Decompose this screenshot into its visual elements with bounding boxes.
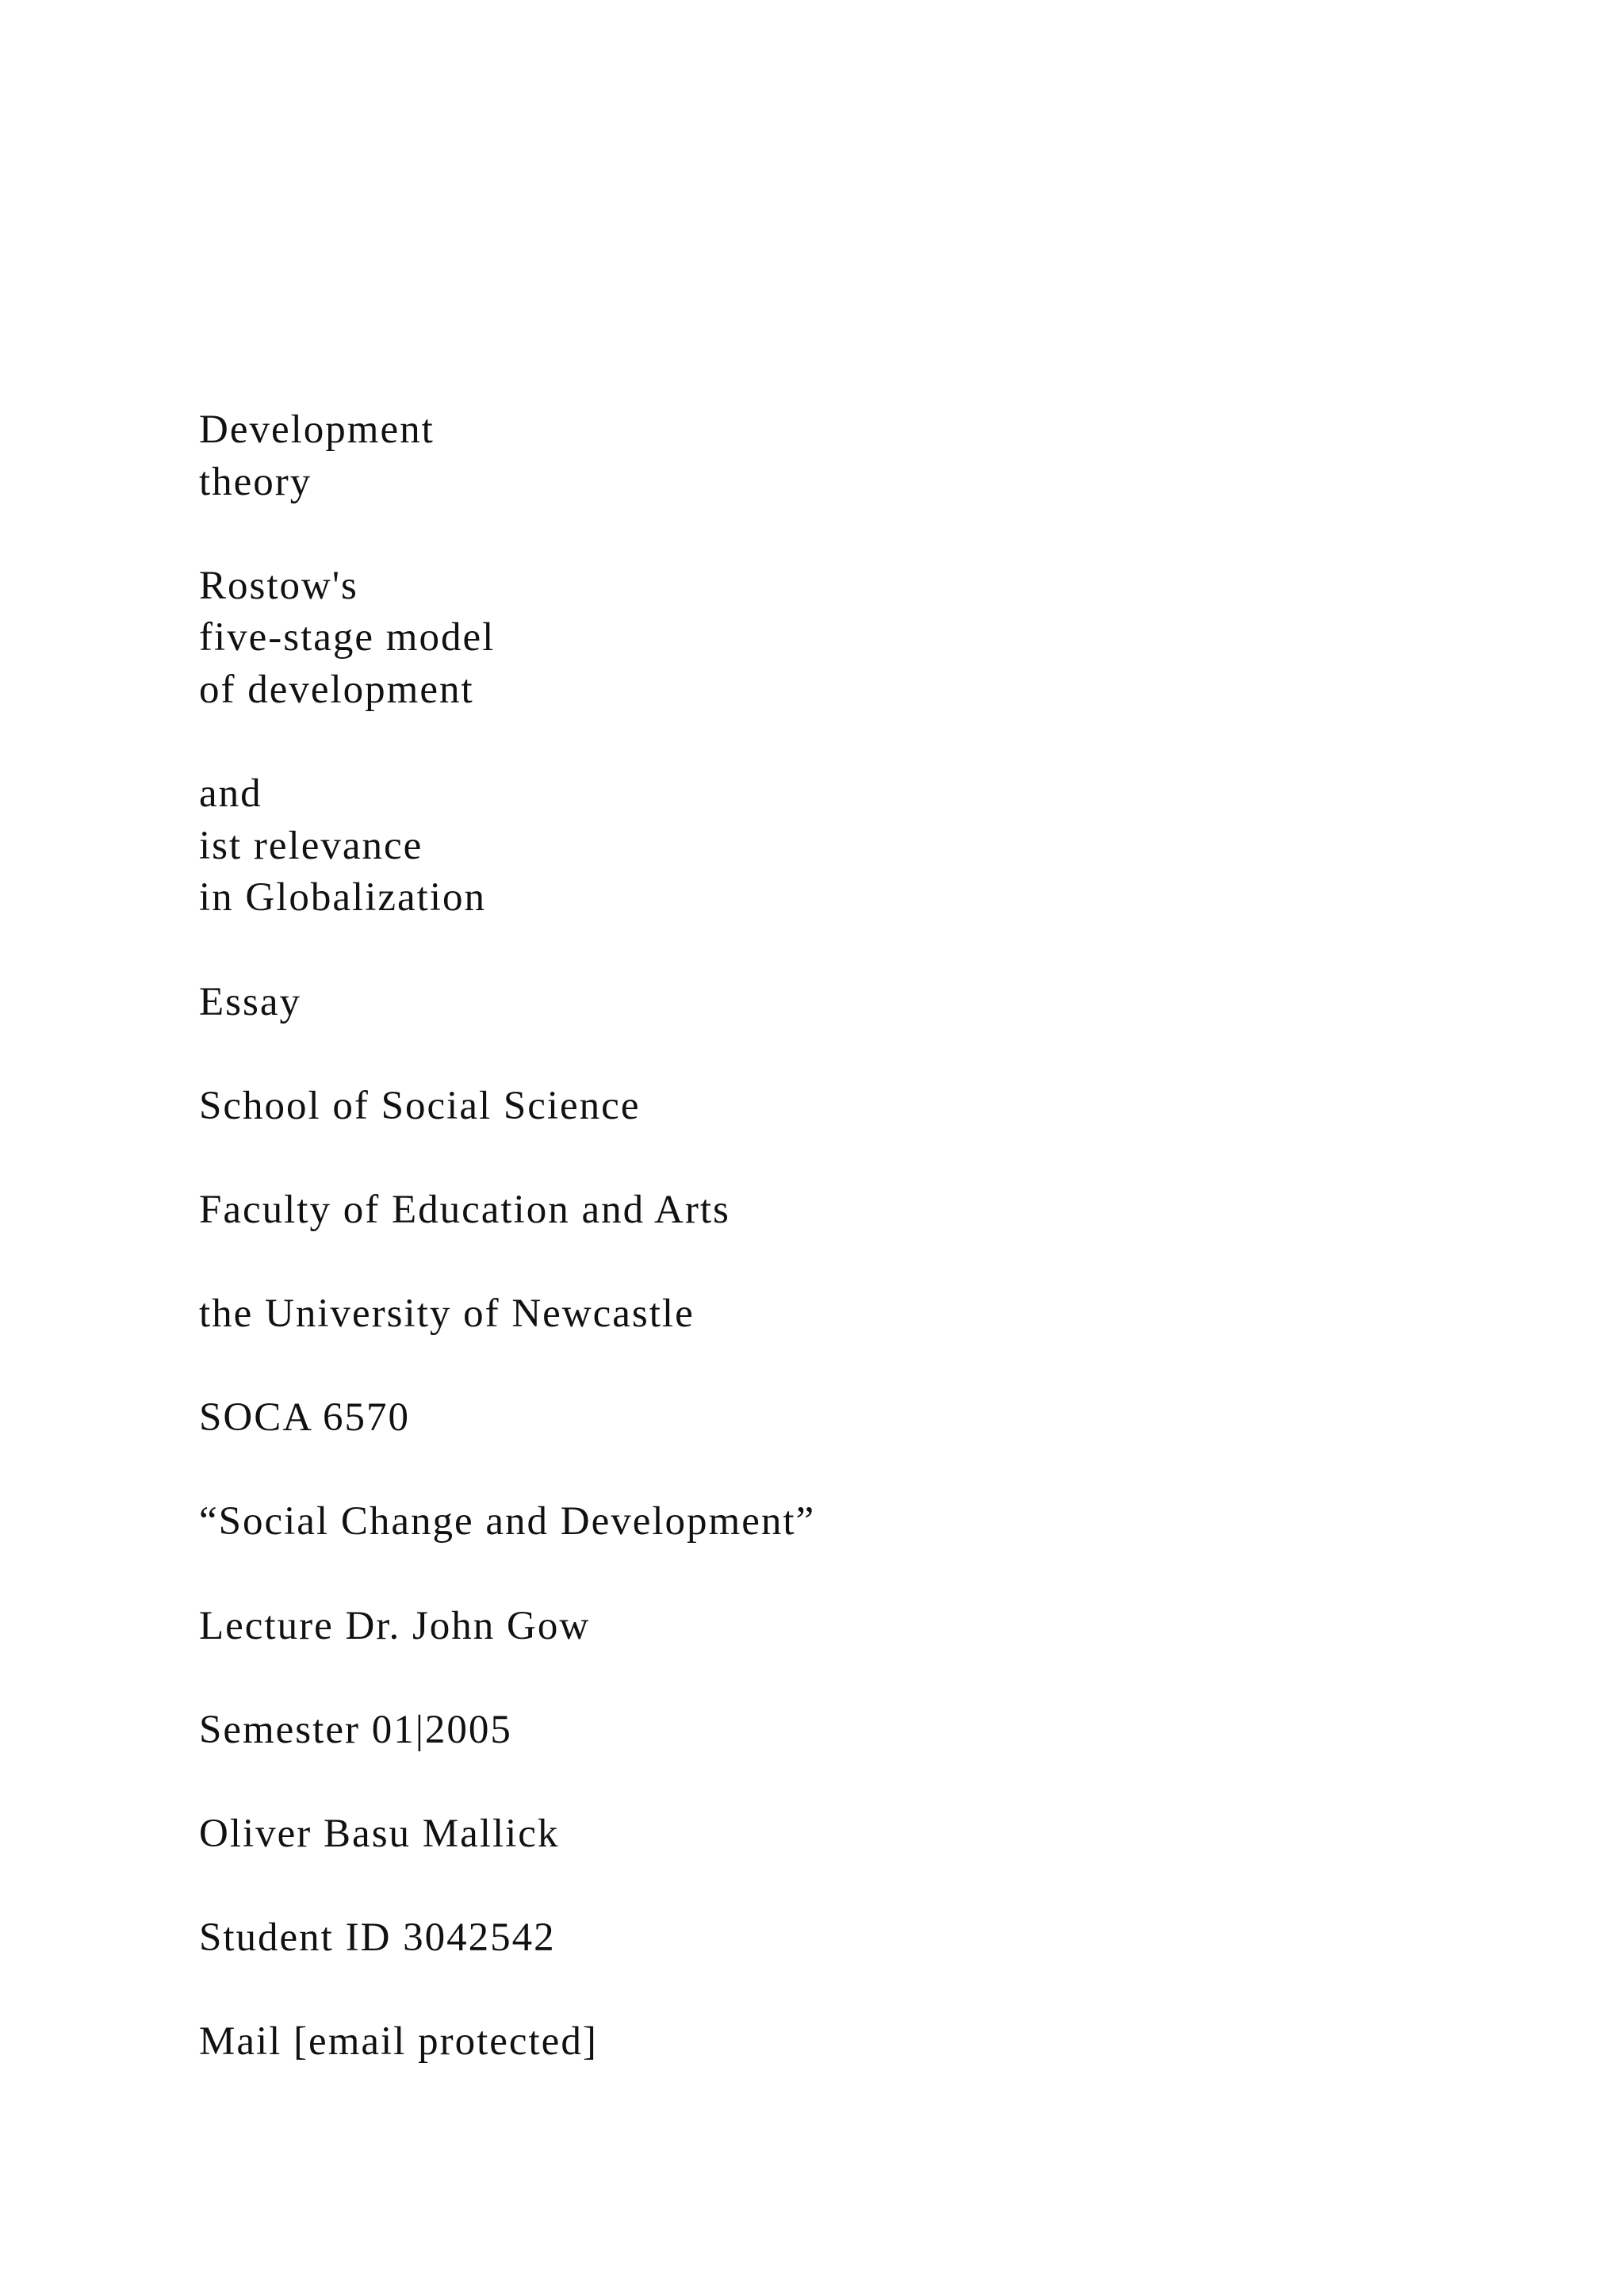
blank-line [199, 1861, 1468, 1913]
blank-line [199, 1652, 1468, 1705]
title-page-content [199, 404, 1468, 2068]
author-name: Oliver Basu Mallick [199, 1812, 560, 1857]
school-name: School of Social Science [199, 1083, 641, 1128]
blank-line [199, 508, 1468, 561]
semester: Semester 01|2005 [199, 1707, 512, 1752]
blank-line [199, 1445, 1468, 1497]
lecturer-name: Lecture Dr. John Gow [199, 1603, 591, 1648]
subtitle-line-4: and [199, 771, 262, 817]
blank-line [199, 1028, 1468, 1081]
document-type: Essay [199, 979, 301, 1024]
subtitle-line-3: of development [199, 667, 474, 712]
subtitle-line-1: Rostow's [199, 563, 358, 608]
blank-line [199, 1548, 1468, 1601]
subtitle-line-5: ist relevance [199, 823, 423, 868]
title-line-2: theory [199, 459, 312, 504]
blank-line [199, 1132, 1468, 1184]
course-code: SOCA 6570 [199, 1395, 410, 1441]
blank-line [199, 1341, 1468, 1393]
course-name: “Social Change and Development” [199, 1499, 816, 1544]
title-line-1: Development [199, 408, 435, 452]
mail-address: Mail [email protected] [199, 2019, 598, 2064]
blank-line [199, 1756, 1468, 1808]
blank-line [199, 1965, 1468, 2017]
blank-line [199, 1237, 1468, 1289]
subtitle-line-2: five-stage model [199, 615, 496, 660]
blank-line [199, 924, 1468, 977]
blank-line [199, 717, 1468, 769]
university-name: the University of Newcastle [199, 1292, 695, 1337]
faculty-name: Faculty of Education and Arts [199, 1187, 730, 1232]
subtitle-line-6: in Globalization [199, 875, 487, 920]
student-id: Student ID 3042542 [199, 1915, 556, 1961]
